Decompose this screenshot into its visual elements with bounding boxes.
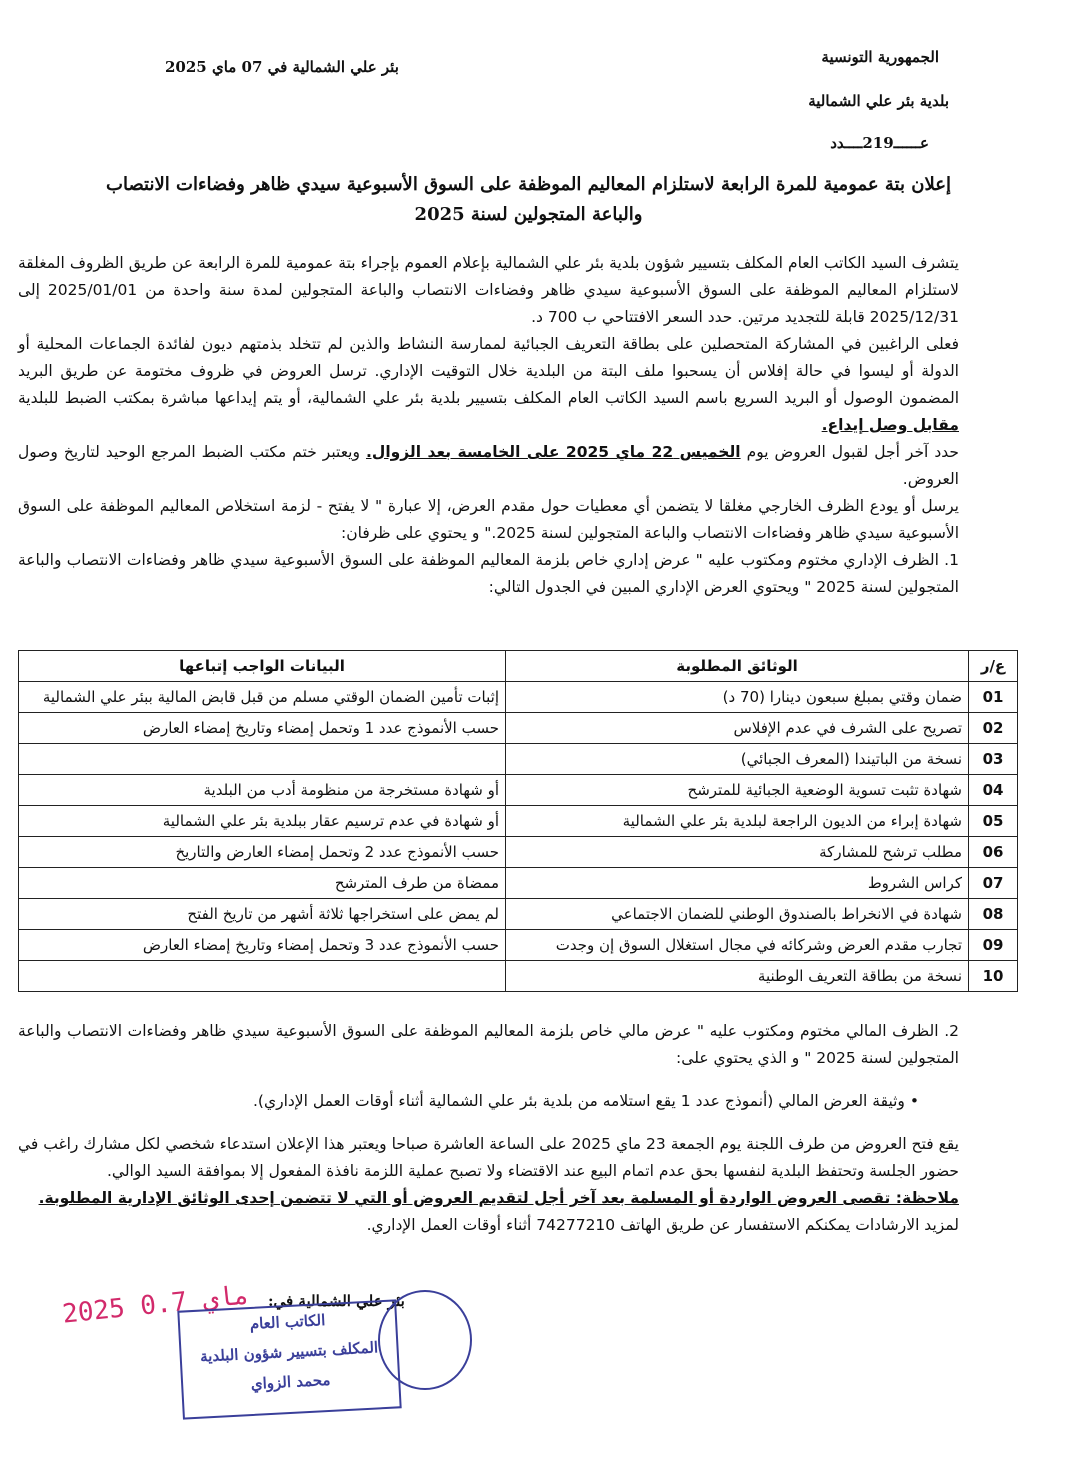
deposit-receipt: مقابل وصل إيداع.	[821, 416, 959, 434]
reference-number: عــــــ219ــــدد	[830, 134, 929, 152]
row-details: حسب الأنموذج عدد 1 وتحمل إمضاء وتاريخ إمضاء العارض	[19, 713, 506, 744]
closing-section	[18, 1018, 959, 1239]
row-details	[19, 961, 506, 992]
row-num: 10	[969, 961, 1018, 992]
announcement-body	[18, 250, 959, 601]
row-document: شهادة تثبت تسوية الوضعية الجبائية للمترشح	[506, 775, 969, 806]
table-row	[19, 713, 1018, 744]
municipality-header: بلدية بئر علي الشمالية	[808, 92, 949, 110]
table-row	[19, 961, 1018, 992]
row-details: إثبات تأمين الضمان الوقتي مسلم من قبل قابض المالية ببئر علي الشمالية	[19, 682, 506, 713]
paragraph-contact: لمزيد الارشادات يمكنكم الاستفسار عن طريق الهاتف 74277210 أثناء أوقات العمل الإداري.	[366, 1216, 959, 1234]
row-details: حسب الأنموذج عدد 2 وتحمل إمضاء العارض والتاريخ	[19, 837, 506, 868]
paragraph-conditions	[18, 331, 959, 439]
title-line-1: إعلان بتة عمومية للمرة الرابعة لاستلزام المعاليم الموظفة على السوق الأسبوعية سيدي ظاهر وفضاءات الانتصاب	[106, 174, 951, 195]
table-row	[19, 899, 1018, 930]
bullet-icon: •	[904, 1092, 919, 1110]
header-documents: الوثائق المطلوبة	[506, 651, 969, 682]
deadline-date: الخميس 22 ماي 2025 على الخامسة بعد الزوال.	[365, 443, 741, 461]
row-document: شهادة في الانخراط بالصندوق الوطني للضمان الاجتماعي	[506, 899, 969, 930]
deadline-label: حدد آخر أجل لقبول العروض يوم	[746, 443, 959, 461]
row-details: أو شهادة مستخرجة من منظومة أدب من البلدية	[19, 775, 506, 806]
row-details	[19, 744, 506, 775]
row-details: ممضاة من طرف المترشح	[19, 868, 506, 899]
row-num: 09	[969, 930, 1018, 961]
row-num: 08	[969, 899, 1018, 930]
bullet-text: وثيقة العرض المالي (أنموذج عدد 1 يقع استلامه من بلدية بئر علي الشمالية أثناء أوقات العمل الإداري).	[252, 1092, 905, 1110]
row-num: 04	[969, 775, 1018, 806]
stamp-line-1: الكاتب العام	[249, 1311, 326, 1334]
header-details: البيانات الواجب إتباعها	[19, 651, 506, 682]
table-row	[19, 806, 1018, 837]
republic-header: الجمهورية التونسية	[821, 48, 939, 66]
row-details: أو شهادة في عدم ترسيم عقار ببلدية بئر علي الشمالية	[19, 806, 506, 837]
paragraph-envelope: يرسل أو يودع الظرف الخارجي مغلقا لا يتضمن أي معطيات حول مقدم العرض، إلا عبارة " لا يفتح - لزمة استخلاص المعاليم الموظفة على السوق الأسبوعية سيدي ظاهر وفضاءات الانتصاب والباعة المتجولين لسنة 2025." و يحتوي على ظرفان:	[18, 497, 959, 542]
row-document: نسخة من بطاقة التعريف الوطنية	[506, 961, 969, 992]
table-row	[19, 868, 1018, 899]
official-stamp	[177, 1299, 401, 1419]
stamp-line-3: محمد الزواي	[250, 1370, 331, 1394]
table-row	[19, 682, 1018, 713]
row-num: 02	[969, 713, 1018, 744]
row-num: 05	[969, 806, 1018, 837]
conditions-text: فعلى الراغبين في المشاركة المتحصلين على بطاقة التعريف الجبائية لممارسة النشاط والذين لم تتخلد بذمتهم ديون لفائدة الجماعات المحلية أو الدولة أو ليسوا في حالة إفلاس أن يسحبوا ملف البتة من البلدية خلال التوقيت الإداري. ترسل العروض في ظروف مختومة عن طريق البريد المضمون الوصول أو البريد السريع باسم السيد الكاتب العام المكلف بتسيير بلدية بئر علي الشمالية، أو يتم إيداعها مباشرة بمكتب الضبط للبلدية	[18, 335, 959, 407]
stamp-line-2: المكلف بتسيير شؤون البلدية	[199, 1338, 379, 1366]
table-row	[19, 837, 1018, 868]
deadline-note: ويعتبر ختم مكتب الضبط المرجع الوحيد لتاريخ وصول العروض.	[18, 443, 959, 488]
table-row	[19, 930, 1018, 961]
row-document: ضمان وقتي بمبلغ سبعون دينارا (70 د)	[506, 682, 969, 713]
table-row	[19, 744, 1018, 775]
paragraph-opening: يقع فتح العروض من طرف اللجنة يوم الجمعة 23 ماي 2025 على الساعة العاشرة صباحا ويعتبر هذا الإعلان استدعاء شخصي لكل مشارك راغب في حضور الجلسة وتحتفظ البلدية لنفسها بحق عدم اتمام البيع عند الاقتضاء ولا تصبح عملية اللزمة نافذة المفعول إلا بموافقة السيد الوالي.	[18, 1135, 959, 1180]
row-details: لم يمض على استخراجها ثلاثة أشهر من تاريخ الفتح	[19, 899, 506, 930]
paragraph-note: ملاحظة: تقصى العروض الواردة أو المسلمة بعد آخر أجل لتقديم العروض أو التي لا تتضمن إحدى الوثائق الإدارية المطلوبة.	[38, 1189, 959, 1207]
title-line-2: والباعة المتجولين لسنة 2025	[414, 204, 643, 225]
row-details: حسب الأنموذج عدد 3 وتحمل إمضاء وتاريخ إمضاء العارض	[19, 930, 506, 961]
row-document: مطلب ترشح للمشاركة	[506, 837, 969, 868]
paragraph-admin-envelope: 1. الظرف الإداري مختوم ومكتوب عليه " عرض إداري خاص بلزمة المعاليم الموظفة على السوق الأسبوعية سيدي ظاهر وفضاءات الانتصاب والباعة المتجولين لسنة 2025 " ويحتوي العرض الإداري المبين في الجدول التالي:	[18, 551, 959, 596]
paragraph-intro: يتشرف السيد الكاتب العام المكلف بتسيير شؤون بلدية بئر علي الشمالية بإعلام العموم بإجراء بتة عمومية للمرة الرابعة عن طريق الظروف المغلقة لاستلزام المعاليم الموظفة على السوق الأسبوعية سيدي ظاهر وفضاءات الانتصاب والباعة المتجولين لمدة سنة واحدة من 2025/01/01 إلى 2025/12/31 قابلة للتجديد مرتين. حدد السعر الافتتاحي ب 700 د.	[18, 254, 959, 326]
row-document: نسخة من الباتيندا (المعرف الجبائي)	[506, 744, 969, 775]
paragraph-financial-envelope: 2. الظرف المالي مختوم ومكتوب عليه " عرض مالي خاص بلزمة المعاليم الموظفة على السوق الأسبوعية سيدي ظاهر وفضاءات الانتصاب والباعة المتجولين لسنة 2025 " و الذي يحتوي على:	[18, 1022, 959, 1067]
row-num: 03	[969, 744, 1018, 775]
row-num: 07	[969, 868, 1018, 899]
row-num: 01	[969, 682, 1018, 713]
row-document: كراس الشروط	[506, 868, 969, 899]
round-seal-icon	[378, 1290, 472, 1390]
documents-table	[18, 650, 1018, 992]
row-document: تجارب مقدم العرض وشركائه في مجال استغلال السوق إن وجدت	[506, 930, 969, 961]
bullet-financial-doc	[18, 1088, 919, 1115]
table-header-row	[19, 651, 1018, 682]
paragraph-deadline	[18, 439, 959, 493]
signature-place: بئر علي الشمالية في:	[268, 1292, 405, 1310]
place-date: بئر علي الشمالية في 07 ماي 2025	[165, 58, 399, 76]
header-num: ع/ر	[969, 651, 1018, 682]
row-document: شهادة إبراء من الديون الراجعة لبلدية بئر علي الشمالية	[506, 806, 969, 837]
date-stamp: 2025 ماي 0.7	[60, 1280, 251, 1330]
table-row	[19, 775, 1018, 806]
row-document: تصريح على الشرف في عدم الإفلاس	[506, 713, 969, 744]
row-num: 06	[969, 837, 1018, 868]
announcement-title	[0, 170, 1057, 230]
